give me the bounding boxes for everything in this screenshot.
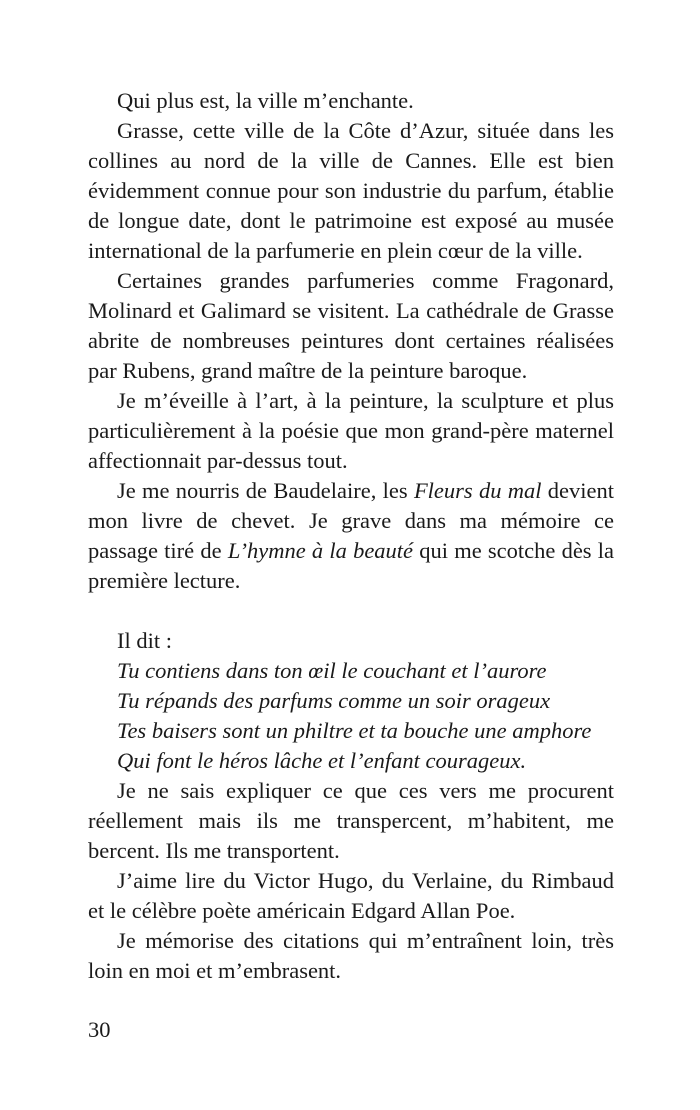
paragraph-eveil-art: Je m’éveille à l’art, à la peinture, la sculpture et plus particulièrement à la poésie que mon grand-père maternel affectionnait par-dessus tout. [88, 388, 614, 473]
baudelaire-text-1: Je me nourris de Baudelaire, les [117, 478, 414, 503]
baudelaire-text-2: devient mon livre de chevet. Je grave dans ma mémoire ce passage tiré de [88, 478, 614, 563]
verse-line: Tu contiens dans ton œil le couchant et l’aurore [117, 658, 547, 683]
paragraph-baudelaire [88, 476, 614, 596]
paragraph-ville-enchante: Qui plus est, la ville m’enchante. [117, 88, 414, 113]
poem-title-hymne: L’hymne à la beauté [227, 538, 414, 563]
paragraph-citations: Je mémorise des citations qui m’entraînent loin, très loin en moi et m’embrasent. [88, 928, 614, 983]
paragraph-vers-effet: Je ne sais expliquer ce que ces vers me procurent réellement mais ils me transpercent, m’habitent, me bercent. Ils me transportent. [88, 778, 614, 863]
page-body [88, 86, 614, 986]
paragraph-parfumeries: Certaines grandes parfumeries comme Fragonard, Molinard et Galimard se visitent. La cathédrale de Grasse abrite de nombreuses peintures dont certaines réalisées par Rubens, grand maître de la peinture baroque. [88, 268, 614, 383]
book-title-fleurs-du-mal: Fleurs du mal [413, 478, 542, 503]
paragraph-lectures: J’aime lire du Victor Hugo, du Verlaine, du Rimbaud et le célèbre poète américain Edgard Allan Poe. [88, 868, 614, 923]
verse-line: Tu répands des parfums comme un soir orageux [117, 688, 551, 713]
poem-quote [88, 626, 614, 776]
poem-intro: Il dit : [117, 628, 172, 653]
verse-line: Tes baisers sont un philtre et ta bouche une amphore [117, 718, 592, 743]
verse-line: Qui font le héros lâche et l’enfant courageux. [117, 748, 527, 773]
blank-line [88, 596, 614, 626]
baudelaire-text-3: qui me scotche dès la première lecture. [88, 538, 614, 593]
page-number: 30 [88, 1017, 111, 1042]
paragraph-grasse: Grasse, cette ville de la Côte d’Azur, située dans les collines au nord de la ville de Cannes. Elle est bien évidemment connue pour son industrie du parfum, établie de longue date, dont le patrimoine est exposé au musée international de la parfumerie en plein cœur de la ville. [88, 118, 614, 263]
